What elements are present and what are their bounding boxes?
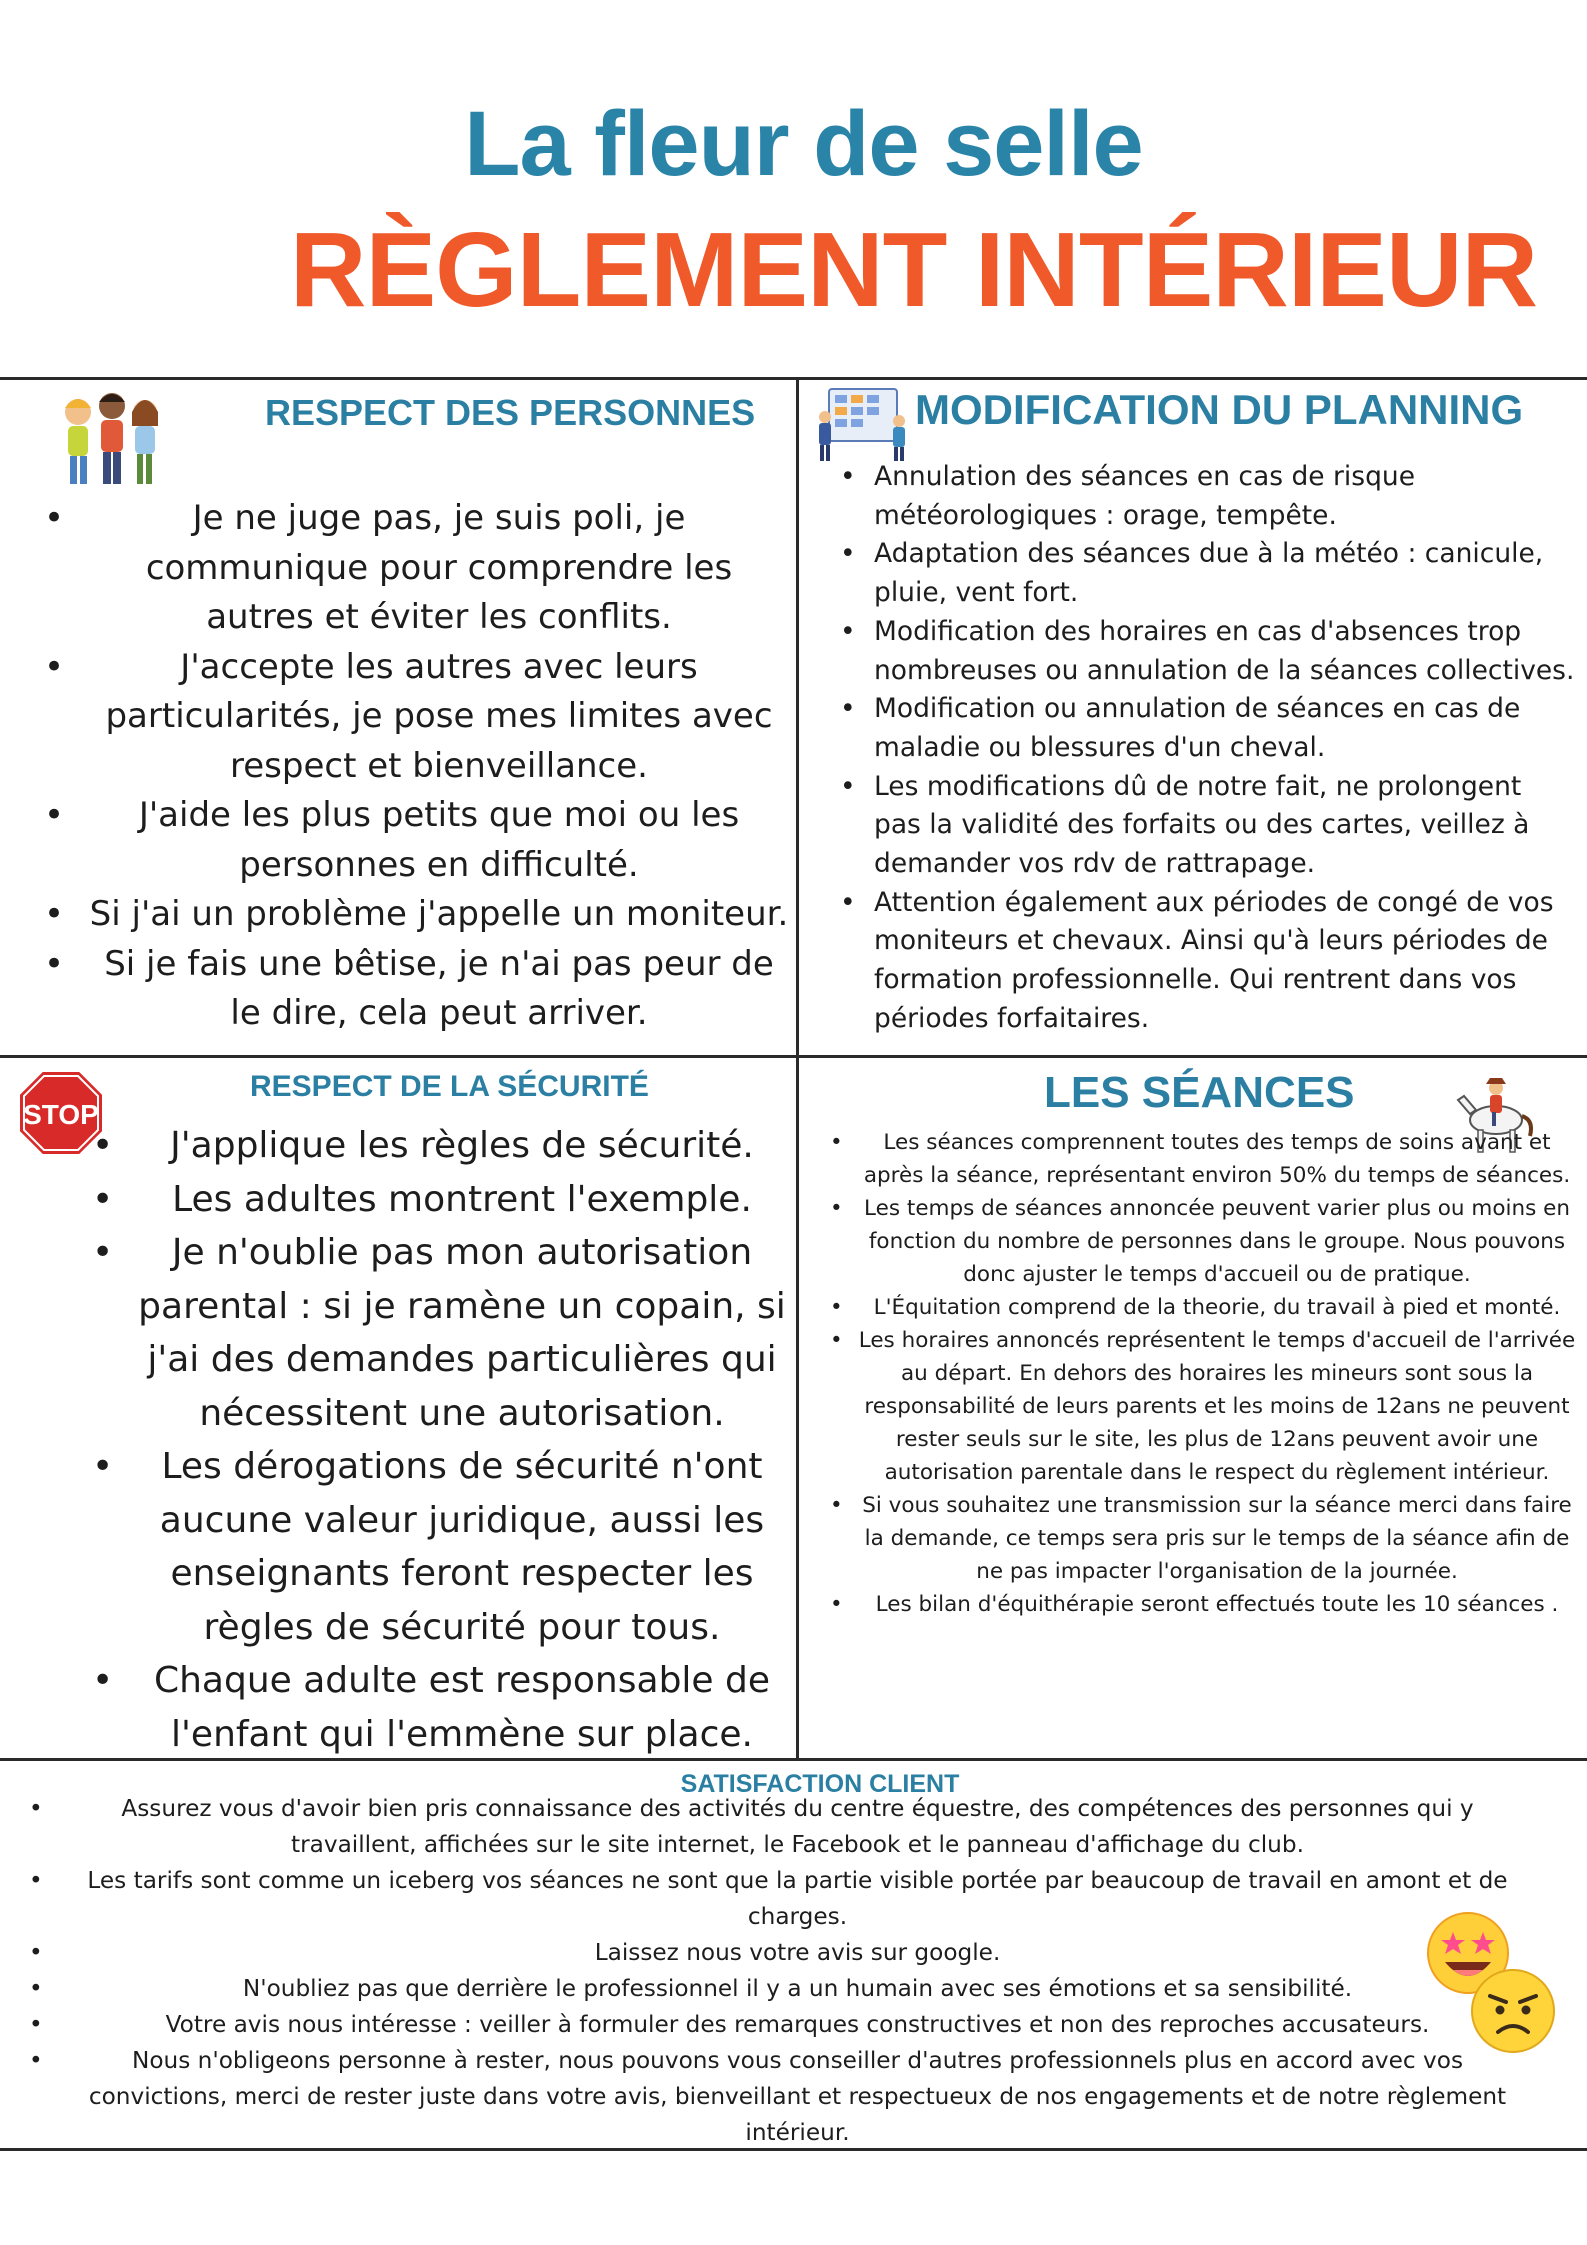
list-item: • Les adultes montrent l'exemple. bbox=[80, 1173, 800, 1227]
list-item: • Laissez nous votre avis sur google. bbox=[25, 1935, 1525, 1971]
svg-text:STOP: STOP bbox=[23, 1099, 99, 1130]
list-item: • L'Équitation comprend de la theorie, du travail à pied et monté. bbox=[822, 1291, 1582, 1324]
list-item: • Les modifications dû de notre fait, ne prolongent pas la validité des forfaits ou des cartes, veillez à demander vos rdv de rattrapage. bbox=[836, 768, 1576, 884]
angry-emoji-icon bbox=[1468, 1966, 1558, 2056]
seances-list bbox=[822, 1126, 1582, 1621]
list-item: • J'applique les règles de sécurité. bbox=[80, 1119, 800, 1173]
section-title-respect-personnes: RESPECT DES PERSONNES bbox=[265, 392, 756, 433]
list-item: • J'accepte les autres avec leurs particularités, je pose mes limites avec respect et bienveillance. bbox=[40, 643, 790, 792]
modification-planning-list bbox=[836, 458, 1576, 1039]
list-item: • Je ne juge pas, je suis poli, je communique pour comprendre les autres et éviter les conflits. bbox=[40, 494, 790, 643]
section-title-seances: LES SÉANCES bbox=[1044, 1068, 1355, 1117]
section-title-satisfaction: SATISFACTION CLIENT bbox=[680, 1770, 960, 1798]
list-item: • Les tarifs sont comme un iceberg vos séances ne sont que la partie visible portée par beaucoup de travail en amont et de charges. bbox=[25, 1863, 1525, 1935]
page-title: La fleur de selle bbox=[464, 93, 1143, 195]
list-item: • Chaque adulte est responsable de l'enfant qui l'emmène sur place. bbox=[80, 1654, 800, 1761]
list-item: • Adaptation des séances due à la météo : canicule, pluie, vent fort. bbox=[836, 535, 1576, 612]
section-title-respect-securite: RESPECT DE LA SÉCURITÉ bbox=[250, 1070, 649, 1103]
list-item: • Votre avis nous intéresse : veiller à formuler des remarques constructives et non des reproches accusateurs. bbox=[25, 2007, 1525, 2043]
list-item: • J'aide les plus petits que moi ou les personnes en difficulté. bbox=[40, 791, 790, 890]
list-item: • Modification des horaires en cas d'absences trop nombreuses ou annulation de la séances collectives. bbox=[836, 613, 1576, 690]
group-of-children-illustration bbox=[50, 382, 170, 492]
list-item: • Les séances comprennent toutes des temps de soins avant et après la séance, représentant environ 50% du temps de séances. bbox=[822, 1126, 1582, 1192]
list-item: • Je n'oublie pas mon autorisation parental : si je ramène un copain, si j'ai des demandes particulières qui nécessitent une autorisation. bbox=[80, 1226, 800, 1440]
respect-personnes-list bbox=[40, 494, 790, 1039]
list-item: • Nous n'obligeons personne à rester, nous pouvons vous conseiller d'autres professionnels plus en accord avec vos convictions, merci de rester juste dans votre avis, bienveillant et respectueux de nos engagements et de notre règlement intérieur. bbox=[25, 2043, 1525, 2151]
planning-board-illustration bbox=[815, 383, 910, 465]
divider-middle bbox=[0, 1055, 1587, 1058]
list-item: • Les horaires annoncés représentent le temps d'accueil de l'arrivée au départ. En dehors des horaires les mineurs sont sous la responsabilité de leurs parents et les moins de 12ans ne peuvent rester seuls sur le site, les plus de 12ans peuvent avoir une autorisation parentale dans le respect du règlement intérieur. bbox=[822, 1324, 1582, 1489]
list-item: • Si j'ai un problème j'appelle un moniteur. bbox=[40, 890, 790, 940]
list-item: • Les temps de séances annoncée peuvent varier plus ou moins en fonction du nombre de personnes dans le groupe. Nous pouvons donc ajuster le temps d'accueil ou de pratique. bbox=[822, 1192, 1582, 1291]
satisfaction-list bbox=[25, 1791, 1525, 2151]
list-item: • Les bilan d'équithérapie seront effectués toute les 10 séances . bbox=[822, 1588, 1582, 1621]
respect-securite-list bbox=[80, 1119, 800, 1761]
list-item: • Si vous souhaitez une transmission sur la séance merci dans faire la demande, ce temps sera pris sur le temps de la séance afin de ne pas impacter l'organisation de la journée. bbox=[822, 1489, 1582, 1588]
list-item: • Annulation des séances en cas de risque météorologiques : orage, tempête. bbox=[836, 458, 1576, 535]
list-item: • Si je fais une bêtise, je n'ai pas peur de le dire, cela peut arriver. bbox=[40, 940, 790, 1039]
list-item: • Assurez vous d'avoir bien pris connaissance des activités du centre équestre, des compétences des personnes qui y travaillent, affichées sur le site internet, le Facebook et le panneau d'affichage du club. bbox=[25, 1791, 1525, 1863]
section-title-modification-planning: MODIFICATION DU PLANNING bbox=[915, 386, 1524, 433]
list-item: • Attention également aux périodes de congé de vos moniteurs et chevaux. Ainsi qu'à leurs périodes de formation professionnelle. Qui rentrent dans vos périodes forfaitaires. bbox=[836, 884, 1576, 1039]
list-item: • Modification ou annulation de séances en cas de maladie ou blessures d'un cheval. bbox=[836, 690, 1576, 767]
page-subtitle: RÈGLEMENT INTÉRIEUR bbox=[289, 211, 1538, 329]
divider-top bbox=[0, 377, 1587, 380]
list-item: • Les dérogations de sécurité n'ont aucune valeur juridique, aussi les enseignants feront respecter les règles de sécurité pour tous. bbox=[80, 1440, 800, 1654]
list-item: • N'oubliez pas que derrière le professionnel il y a un humain avec ses émotions et sa sensibilité. bbox=[25, 1971, 1525, 2007]
